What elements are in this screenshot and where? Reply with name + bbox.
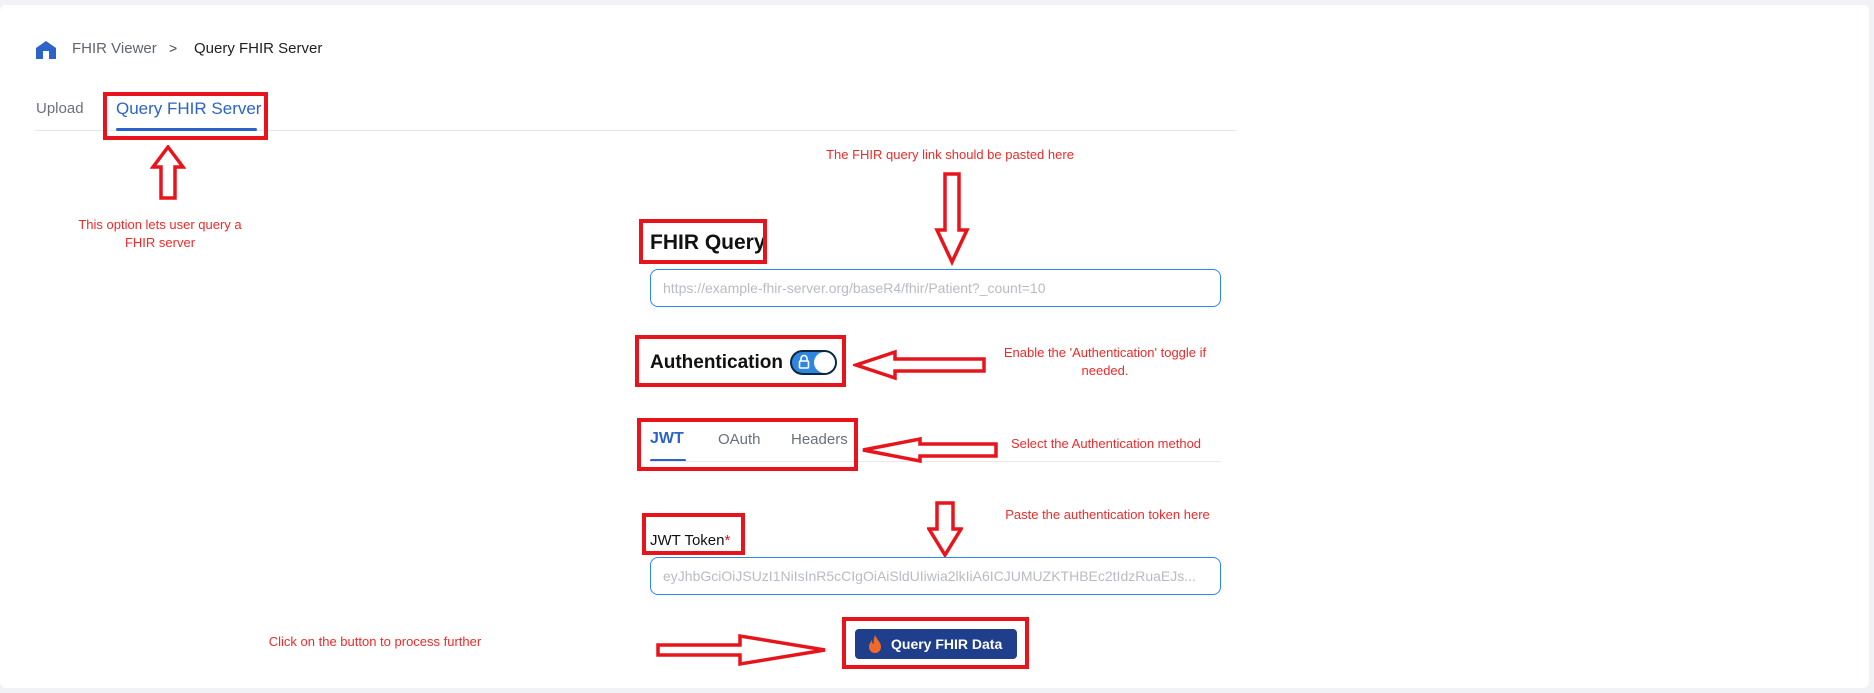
- highlight-box-auth-methods: [637, 418, 858, 471]
- annotation-arrow-right-button: [655, 632, 830, 668]
- tab-oauth[interactable]: OAuth: [718, 431, 761, 448]
- annotation-arrow-up: [150, 145, 186, 201]
- highlight-box-jwt-token: [642, 513, 745, 555]
- annotation-arrow-down-query: [934, 172, 970, 266]
- tab-query-fhir-server[interactable]: Query FHIR Server: [116, 99, 262, 118]
- tab-upload[interactable]: Upload: [36, 100, 84, 117]
- annotation-enable-auth: Enable the 'Authentication' toggle if needed.: [1003, 345, 1207, 378]
- annotation-arrow-left-auth: [853, 348, 988, 382]
- tab-headers[interactable]: Headers: [791, 431, 848, 448]
- required-mark: *: [724, 532, 731, 549]
- highlight-box-authentication: [635, 335, 846, 387]
- highlight-box-query-tab: [103, 92, 268, 140]
- annotation-arrow-left-method: [860, 435, 1000, 465]
- annotation-paste-token: Paste the authentication token here: [1005, 507, 1210, 522]
- highlight-box-button: [842, 617, 1029, 669]
- annotation-click-button: Click on the button to process further: [268, 634, 482, 649]
- authentication-title: Authentication: [650, 352, 783, 373]
- highlight-box-fhir-query: [639, 219, 767, 264]
- fhir-query-title: FHIR Query: [650, 231, 766, 254]
- annotation-select-method: Select the Authentication method: [1010, 436, 1202, 451]
- annotation-arrow-down-token: [927, 500, 963, 558]
- home-icon[interactable]: [35, 40, 57, 60]
- jwt-token-label-text: JWT Token: [650, 532, 725, 549]
- tab-jwt[interactable]: JWT: [650, 430, 684, 447]
- jwt-token-input[interactable]: eyJhbGciOiJSUzI1NiIsInR5cCIgOiAiSldUIiwia2lkIiA6ICJUMUZKTHBEc2tIdzRuaEJs...: [650, 557, 1221, 595]
- breadcrumb-separator: >: [169, 40, 178, 56]
- annotation-query-link: The FHIR query link should be pasted here: [826, 147, 1074, 162]
- breadcrumb-current: Query FHIR Server: [194, 40, 323, 57]
- fhir-query-input[interactable]: https://example-fhir-server.org/baseR4/fhir/Patient?_count=10: [650, 269, 1221, 307]
- annotation-option: This option lets user query a FHIR server: [78, 217, 242, 250]
- breadcrumb-fhir-viewer[interactable]: FHIR Viewer: [72, 40, 157, 57]
- query-fhir-data-button[interactable]: Query FHIR Data: [855, 629, 1017, 659]
